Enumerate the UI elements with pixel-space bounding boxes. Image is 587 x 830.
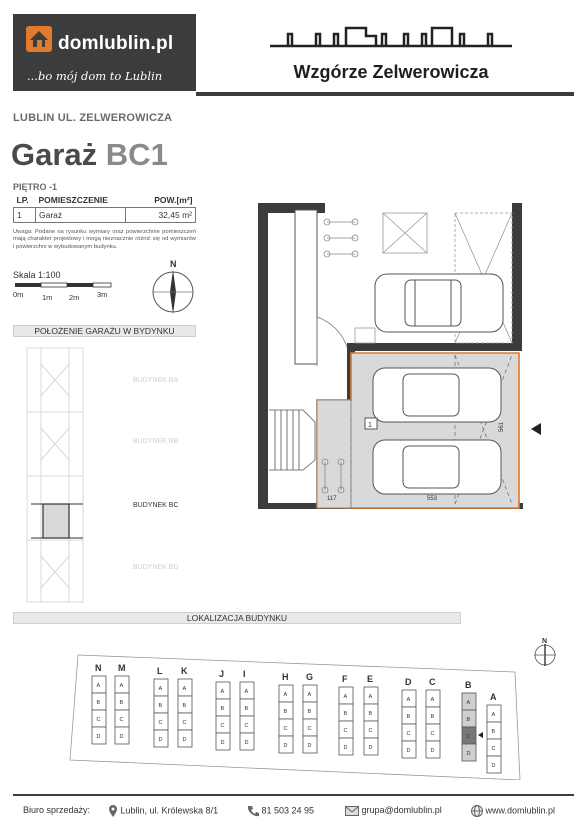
map-building-letter: D (405, 677, 412, 687)
map-building-letter: F (342, 674, 348, 684)
map-section-label: B (368, 711, 373, 717)
map-building-letter: B (465, 680, 472, 690)
map-section-label: D (158, 737, 163, 743)
map-building-letter: G (306, 672, 314, 682)
address-text: Lublin, ul. Królewska 8/1 (120, 805, 219, 816)
location-section-header: LOKALIZACJA BUDYNKU (13, 612, 461, 624)
compass-label: N (170, 259, 177, 269)
house-logo-icon (26, 26, 52, 52)
locator-building-bd: BUDYNEK BD (133, 564, 179, 571)
column-header: POMIESZCZENIE (36, 193, 126, 208)
north-compass-icon (150, 258, 196, 314)
room-number: 1 (368, 422, 372, 429)
map-section-label: B (430, 714, 435, 720)
footer-website[interactable] (471, 805, 555, 817)
website-text: www.domlublin.pl (485, 805, 556, 816)
scale-tick: 3m (97, 290, 108, 299)
scale-label: Skala 1:100 (13, 270, 61, 280)
map-section-label: D (220, 740, 225, 746)
map-section-label: C (406, 731, 411, 737)
table-row (14, 208, 196, 223)
map-section-label: C (466, 734, 471, 740)
locator-building-bc: BUDYNEK BC (133, 502, 179, 509)
map-section-label: C (220, 723, 225, 729)
map-section-label: B (96, 700, 101, 706)
map-section-label: A (158, 686, 163, 692)
map-section-label: C (430, 731, 435, 737)
map-section-label: B (491, 729, 496, 735)
address-heading: LUBLIN UL. ZELWEROWICZA (13, 112, 173, 124)
map-section-label: A (119, 683, 124, 689)
map-section-label: A (283, 692, 288, 698)
map-section-label: C (119, 717, 124, 723)
map-section-label: D (182, 737, 187, 743)
locator-section-header: POŁOŻENIE GARAŻU W BYDYNKU (13, 325, 196, 337)
map-section-label: A (220, 689, 225, 695)
locator-building-bb: BUDYNEK BB (133, 438, 179, 445)
brand-logo (13, 14, 196, 91)
column-header: LP. (14, 193, 36, 208)
map-section-label: A (182, 686, 187, 692)
phone-icon (247, 805, 259, 817)
map-section-label: C (343, 728, 348, 734)
map-section-label: A (307, 692, 312, 698)
map-section-label: A (406, 697, 411, 703)
map-section-label: A (430, 697, 435, 703)
map-section-label: C (244, 723, 249, 729)
map-building-letter: H (282, 672, 289, 682)
dimension-main: 553 (427, 496, 438, 502)
map-section-label: A (244, 689, 249, 695)
footer-phone[interactable] (247, 805, 314, 817)
map-section-label: B (182, 703, 187, 709)
map-section-label: D (368, 745, 373, 751)
unit-pointer-icon (530, 423, 542, 435)
footer-email[interactable] (345, 805, 442, 816)
footer-address (108, 805, 218, 817)
map-section-label: C (158, 720, 163, 726)
map-section-label: B (244, 706, 249, 712)
map-section-label: D (283, 743, 288, 749)
map-section-label: B (158, 703, 163, 709)
map-section-label: D (406, 748, 411, 754)
map-building-letter: K (181, 666, 188, 676)
table-cell: 1 (14, 208, 36, 223)
map-section-label: C (307, 726, 312, 732)
table-header-row (14, 193, 196, 208)
locator-highlight (43, 504, 69, 538)
scale-tick: 2m (69, 293, 80, 302)
map-building-letter: A (490, 692, 497, 702)
footer (23, 805, 583, 821)
building-locator (13, 344, 196, 606)
disclaimer-note: Uwaga: Podane na rysunku wymiary oraz powierzchnie pomieszczeń mają charakter projektowy i mogą nieznacznie różnić się od wymiarów i powierzchni w wybudowanym budynku. (13, 229, 196, 250)
map-section-label: B (406, 714, 411, 720)
map-section-label: A (466, 700, 471, 706)
map-section-label: A (491, 712, 496, 718)
title-code: BC1 (105, 137, 168, 172)
map-section-label: D (307, 743, 312, 749)
phone-text: 81 503 24 95 (261, 805, 315, 816)
map-building-letter: N (95, 663, 102, 673)
map-section-label: B (343, 711, 348, 717)
dimension-side: 117 (327, 496, 337, 502)
brand-tagline: ...bo mój dom to Lublin (27, 69, 163, 83)
map-section-label: A (368, 694, 373, 700)
room-table (13, 193, 196, 223)
map-section-label: D (96, 734, 101, 740)
email-icon (345, 806, 359, 816)
page-title (11, 137, 168, 173)
map-section-label: C (283, 726, 288, 732)
table-cell: 32,45 m² (126, 208, 196, 223)
map-building-letter: C (429, 677, 436, 687)
map-section-label: B (466, 717, 471, 723)
map-section-label: B (307, 709, 312, 715)
map-section-label: A (343, 694, 348, 700)
dimension-height: 561 (499, 421, 505, 432)
scale-tick: 1m (42, 293, 53, 302)
map-section-label: C (182, 720, 187, 726)
sales-office-label: Biuro sprzedaży: (23, 805, 91, 815)
brand-name: domlublin.pl (58, 33, 174, 54)
garage-floor-plan (255, 200, 549, 520)
title-prefix: Garaż (11, 137, 98, 172)
map-section-label: B (283, 709, 288, 715)
site-map-drawing (60, 630, 587, 780)
table-cell: Garaż (36, 208, 126, 223)
globe-icon (471, 805, 483, 817)
map-section-label: D (244, 740, 249, 746)
location-pin-icon (108, 805, 118, 817)
map-section-label: C (96, 717, 101, 723)
map-section-label: D (491, 763, 496, 769)
map-section-label: D (430, 748, 435, 754)
map-building-letter: I (243, 669, 246, 679)
estate-name: Wzgórze Zelwerowicza (293, 62, 489, 82)
map-section-label: D (343, 745, 348, 751)
map-section-label: C (368, 728, 373, 734)
map-section-label: C (491, 746, 496, 752)
map-section-label: D (466, 751, 471, 757)
footer-divider (13, 794, 574, 796)
locator-building-ba: BUDYNEK BA (133, 377, 179, 384)
map-building-letter: M (118, 663, 126, 673)
header-divider (196, 92, 574, 96)
floor-label: PIĘTRO -1 (13, 182, 58, 192)
map-unit-pointer-icon (478, 732, 483, 738)
map-section-label: B (220, 706, 225, 712)
map-section-label: B (119, 700, 124, 706)
map-building-letter: L (157, 666, 163, 676)
site-compass-label: N (542, 638, 548, 645)
column-header: POW.[m²] (126, 193, 196, 208)
site-map (60, 630, 587, 780)
map-section-label: D (119, 734, 124, 740)
map-building-letter: J (219, 669, 225, 679)
map-building-letter: E (367, 674, 374, 684)
email-text: grupa@domlublin.pl (361, 805, 442, 815)
scale-tick: 0m (13, 290, 24, 299)
map-section-label: A (96, 683, 101, 689)
